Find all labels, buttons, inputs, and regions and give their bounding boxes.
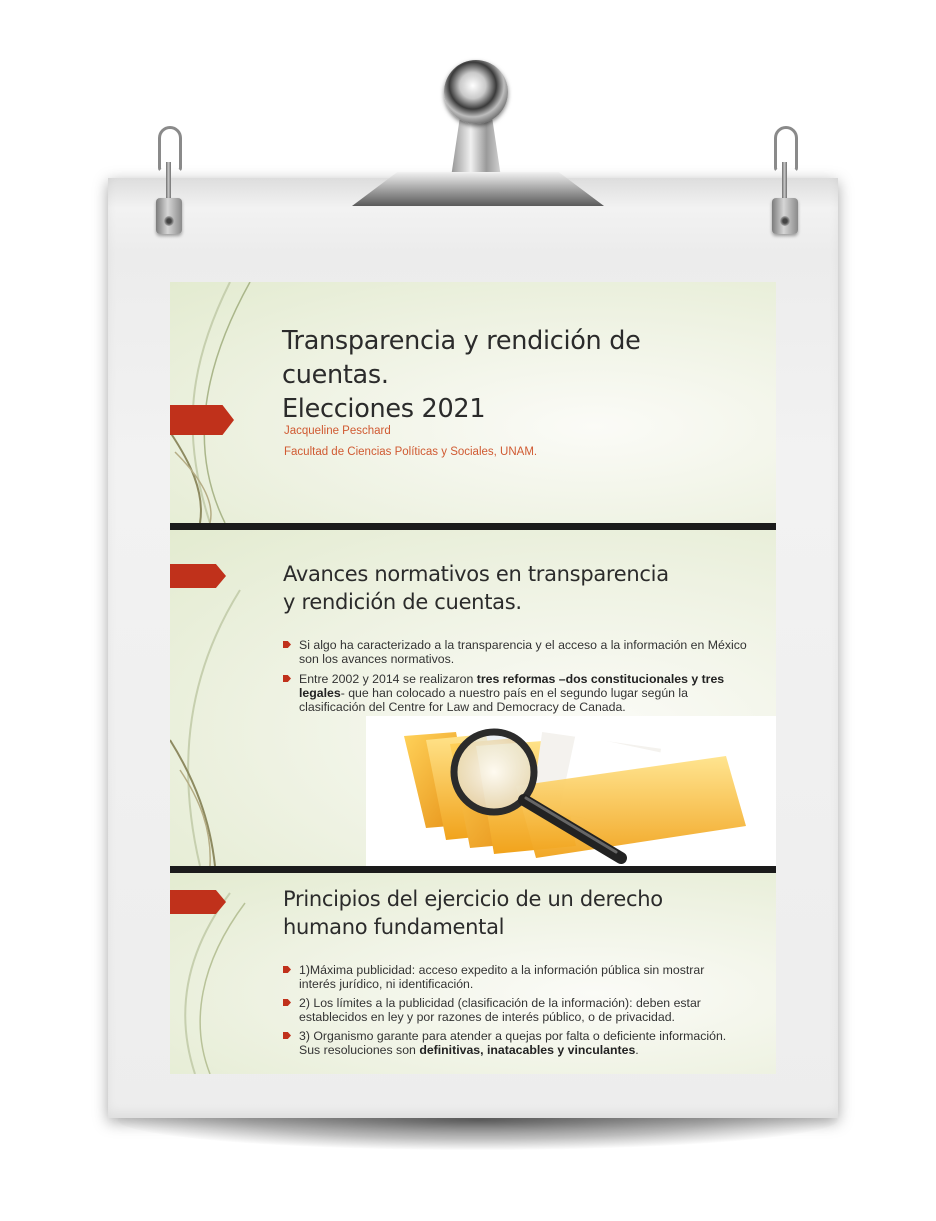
list-item [283,1029,743,1057]
list-item [283,963,743,991]
left-hook-icon [154,126,184,236]
list-item [283,638,753,666]
bullet-arrow-icon [283,966,291,973]
bullet-arrow-icon [283,1032,291,1039]
slide-2-title [283,560,669,616]
red-arrow-tag-icon [170,890,226,914]
list-item [283,672,753,714]
title-line: humano fundamental [283,915,505,939]
title-line: Transparencia y rendición de [282,326,641,356]
red-arrow-tag-icon [170,564,226,588]
slide-divider [170,523,776,530]
slides-panel [170,282,776,1074]
slide-title [170,282,776,523]
slide-divider [170,866,776,873]
bullet-text: 2) Los límites a la publicidad (clasificación de la información): deben estar establecidos en ley y por razones de interés público, o de privacidad. [299,996,701,1024]
slide-2-bullets [283,638,753,720]
bullet-arrow-icon [283,999,291,1006]
bullet-text: - que han colocado a nuestro país en el segundo lugar según la clasificación del Centre for Law and Democracy de Canada. [299,686,689,714]
affiliation: Facultad de Ciencias Políticas y Sociales, UNAM. [284,446,538,458]
title-line: y rendición de cuentas. [283,590,522,614]
bullet-text: . [635,1043,639,1057]
slide-principios [170,873,776,1074]
bullet-text: Entre 2002 y 2014 se realizaron [299,672,477,686]
bullet-text: 3) Organismo garante para atender a quejas por falta o deficiente información. Sus resoluciones son [299,1029,727,1057]
bullet-text: 1)Máxima publicidad: acceso expedito a la información pública sin mostrar interés jurídico, ni identificación. [299,963,705,991]
red-arrow-tag-icon [170,405,234,435]
swoosh-decoration-icon [170,282,290,523]
title-line: cuentas. [282,360,389,390]
list-item [283,996,743,1024]
bullet-arrow-icon [283,641,291,648]
bullet-bold-text: tres reformas –dos constitucionales y tres legales [299,672,725,700]
binder-clip-icon [352,60,604,210]
title-line: Avances normativos en transparencia [283,562,669,586]
bullet-arrow-icon [283,675,291,682]
bullet-bold-text: definitivas, inatacables y vinculantes [419,1043,636,1057]
bullet-text: Si algo ha caracterizado a la transparencia y el acceso a la información en México son los avances normativos. [299,638,747,666]
slide-3-title [283,885,663,941]
folders-magnifier-image [366,716,776,866]
slide-avances [170,530,776,866]
slide-3-bullets [283,963,743,1063]
title-line: Principios del ejercicio de un derecho [283,887,663,911]
slide-1-title [282,324,641,426]
right-hook-icon [770,126,800,236]
author-name: Jacqueline Peschard [284,425,391,437]
title-line: Elecciones 2021 [282,394,486,424]
folder-magnifier-icon [366,716,776,866]
